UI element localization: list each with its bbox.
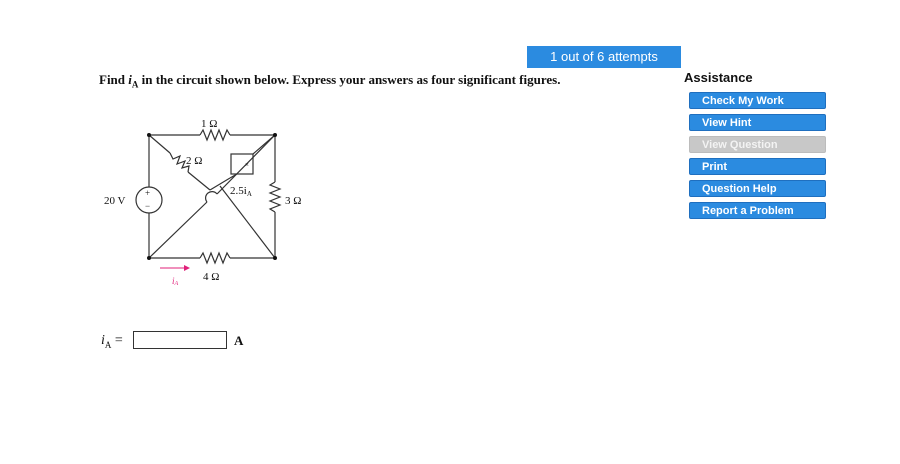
answer-label (101, 333, 123, 350)
assistance-title: Assistance (684, 70, 753, 85)
view-question-button: View Question (689, 136, 826, 153)
resistor-2-label: 2 Ω (186, 155, 203, 167)
question-variable-sub: A (131, 79, 139, 90)
resistor-3-label: 3 Ω (285, 195, 302, 207)
svg-text:−: − (145, 201, 151, 211)
question-suffix: in the circuit shown below. Express your answers as four significant figures. (141, 72, 561, 87)
answer-unit: A (234, 333, 244, 348)
answer-variable: i (101, 333, 105, 348)
dependent-source-sub: A (246, 190, 252, 198)
question-help-button[interactable]: Question Help (689, 180, 826, 197)
question-prefix: Find (99, 72, 126, 87)
dependent-source-label: 2.5i (230, 185, 247, 197)
question-text (99, 72, 560, 90)
voltage-source-label: 20 V (104, 195, 126, 207)
resistor-1-label: 1 Ω (201, 118, 218, 130)
answer-variable-sub: A (104, 339, 112, 350)
attempts-indicator: 1 out of 6 attempts (527, 46, 681, 68)
svg-text:2.5iA (230, 185, 252, 198)
current-label-sub: A (174, 281, 179, 287)
report-problem-button[interactable]: Report a Problem (689, 202, 826, 219)
answer-equals: = (114, 333, 123, 348)
check-my-work-button[interactable]: Check My Work (689, 92, 826, 109)
resistor-4-label: 4 Ω (203, 271, 220, 283)
svg-text:iA (172, 276, 179, 287)
answer-input[interactable] (133, 331, 227, 349)
circuit-diagram (100, 108, 330, 298)
current-label: i (172, 276, 175, 286)
box-mark: × (245, 161, 249, 169)
view-hint-button[interactable]: View Hint (689, 114, 826, 131)
svg-text:+: + (145, 188, 151, 198)
print-button[interactable]: Print (689, 158, 826, 175)
current-arrow (160, 265, 190, 271)
question-variable: i (128, 72, 132, 87)
